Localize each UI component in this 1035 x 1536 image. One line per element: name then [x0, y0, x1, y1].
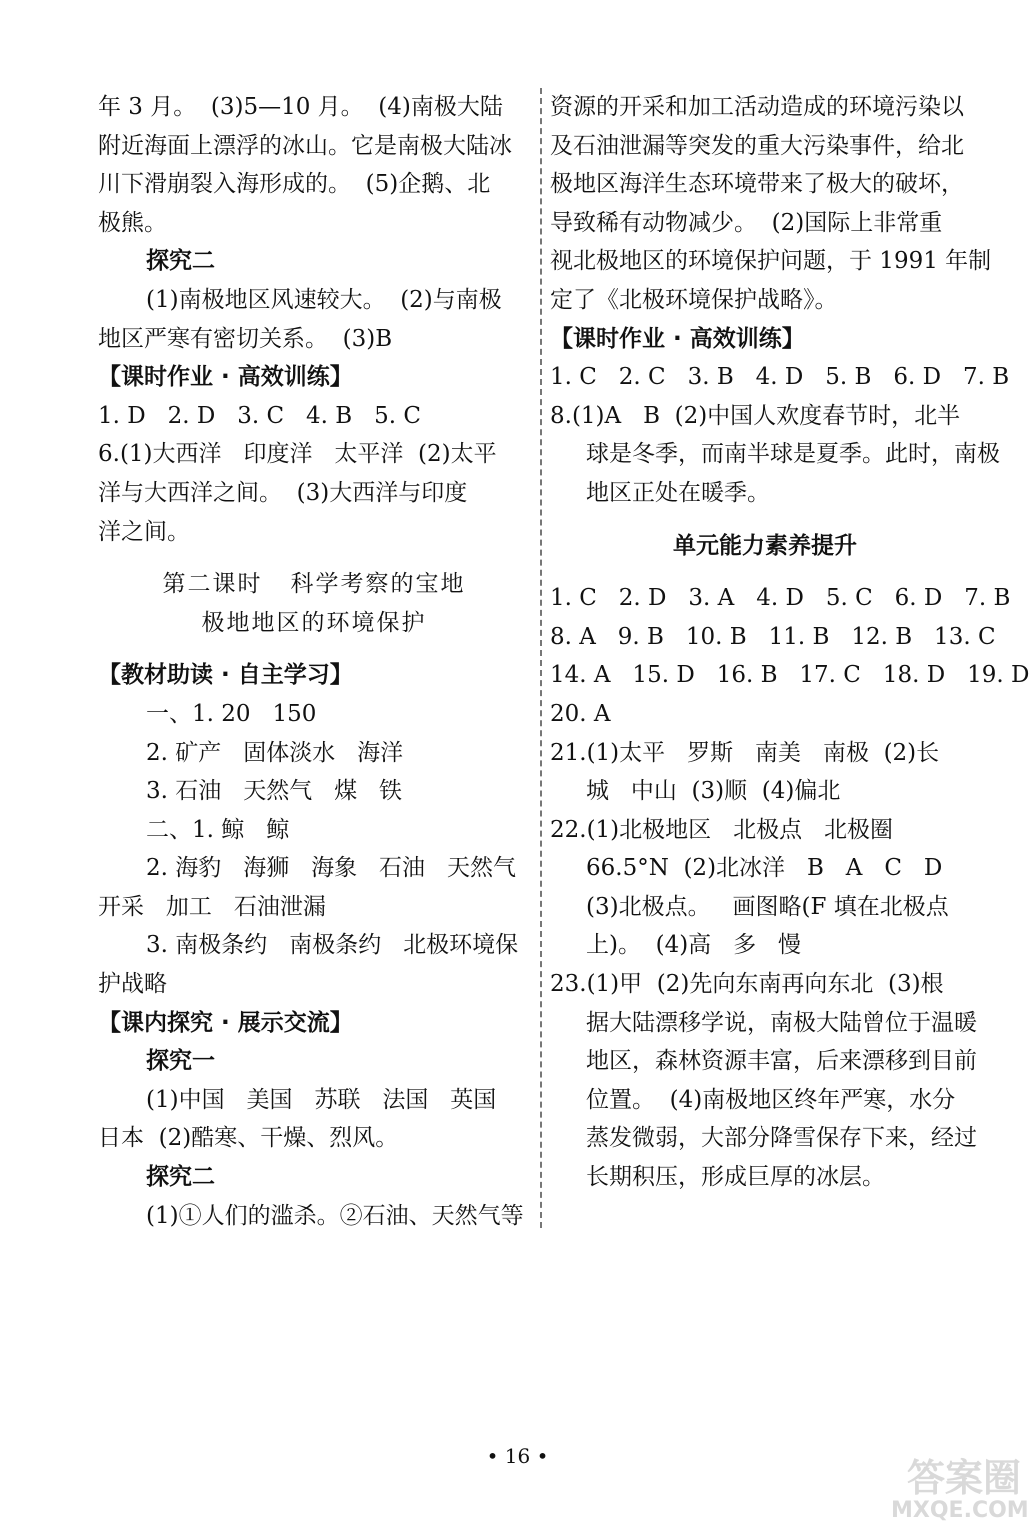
answer-line: 23.(1)甲 (2)先向东南再向东北 (3)根	[550, 971, 944, 998]
text-line: 极地区海洋生态环境带来了极大的破坏，	[550, 171, 964, 198]
answer-line: 一、1. 20 150	[146, 700, 317, 727]
section-heading-homework: 【课时作业 · 高效训练】	[550, 325, 805, 352]
left-column	[98, 88, 530, 1235]
text-line: 川下滑崩裂入海形成的。 (5)企鹅、北	[98, 171, 491, 198]
section-heading-textbook: 【教材助读 · 自主学习】	[98, 662, 353, 689]
watermark-url: MXQE.COM	[891, 1498, 1029, 1523]
text-line: 视北极地区的环境保护问题，于 1991 年制	[550, 248, 992, 275]
section-heading-homework: 【课时作业 · 高效训练】	[98, 364, 353, 391]
unit-heading: 单元能力素养提升	[673, 532, 857, 559]
section-heading-explore2: 探究二	[146, 248, 215, 275]
watermark-logo	[891, 1456, 1029, 1528]
answer-line: 开采 加工 石油泄漏	[98, 893, 326, 920]
answer-line: 20. A	[550, 700, 611, 727]
text-line: 及石油泄漏等突发的重大污染事件，给北	[550, 132, 964, 159]
text-line: (1)南极地区风速较大。 (2)与南极	[146, 286, 502, 313]
lesson-subtitle: 极地地区的环境保护	[201, 609, 427, 636]
answer-line: 8. A 9. B 10. B 11. B 12. B 13. C	[550, 623, 996, 650]
answer-line: 14. A 15. D 16. B 17. C 18. D 19. D	[550, 662, 1030, 689]
answer-line: 8.(1)A B (2)中国人欢度春节时，北半	[550, 402, 961, 429]
text-line: 定了《北极环境保护战略》。	[550, 286, 838, 313]
answer-line: 1. C 2. C 3. B 4. D 5. B 6. D 7. B	[550, 364, 1010, 391]
text-line: 极熊。	[98, 209, 167, 236]
column-divider	[540, 88, 542, 1228]
answer-line: (1)①人们的滥杀。②石油、天然气等	[146, 1202, 524, 1229]
answer-line: 21.(1)太平 罗斯 南美 南极 (2)长	[550, 739, 940, 766]
right-column	[550, 88, 1030, 1197]
answer-line: 2. 海豹 海狮 海象 石油 天然气	[146, 855, 516, 882]
answer-line: 1. C 2. D 3. A 4. D 5. C 6. D 7. B	[550, 585, 1011, 612]
text-line: 资源的开采和加工活动造成的环境污染以	[550, 94, 964, 120]
section-heading-explore2b: 探究二	[146, 1164, 215, 1191]
answer-line: 地区正处在暖季。	[586, 479, 770, 506]
answer-line: 2. 矿产 固体淡水 海洋	[146, 739, 404, 766]
section-heading-explore1: 探究一	[146, 1048, 215, 1075]
text-line: 导致稀有动物减少。 (2)国际上非常重	[550, 209, 943, 236]
answer-line: 3. 石油 天然气 煤 铁	[146, 778, 403, 805]
answer-line: 3. 南极条约 南极条约 北极环境保	[146, 932, 519, 959]
answer-line: 城 中山 (3)顺 (4)偏北	[586, 778, 841, 805]
answer-line: 护战略	[98, 971, 167, 998]
answer-line: 22.(1)北极地区 北极点 北极圈	[550, 816, 894, 843]
watermark-text: 答案圈	[906, 1456, 1021, 1500]
answer-line: 长期积压，形成巨厚的冰层。	[586, 1164, 885, 1191]
answer-line: 洋之间。	[98, 518, 190, 545]
answer-line: 6.(1)大西洋 印度洋 太平洋 (2)太平	[98, 441, 497, 468]
answer-line: 洋与大西洋之间。 (3)大西洋与印度	[98, 479, 468, 506]
section-heading-class: 【课内探究 · 展示交流】	[98, 1009, 353, 1036]
answer-line: (1)中国 美国 苏联 法国 英国	[146, 1086, 497, 1113]
answer-line: 二、1. 鲸 鲸	[146, 816, 290, 843]
text-line: 地区严寒有密切关系。 (3)B	[98, 325, 393, 352]
answer-line: 据大陆漂移学说，南极大陆曾位于温暖	[586, 1009, 977, 1036]
answer-line: 地区，森林资源丰富，后来漂移到目前	[586, 1048, 977, 1075]
text-line: 年 3 月。 (3)5—10 月。 (4)南极大陆	[98, 94, 503, 120]
answer-line: 1. D 2. D 3. C 4. B 5. C	[98, 402, 421, 429]
lesson-title: 第二课时 科学考察的宝地	[162, 571, 466, 598]
text-line: 附近海面上漂浮的冰山。它是南极大陆冰	[98, 132, 512, 159]
answer-line: 日本 (2)酷寒、干燥、烈风。	[98, 1125, 399, 1152]
answer-line: 球是冬季，而南半球是夏季。此时，南极	[586, 441, 1000, 468]
page-number: • 16 •	[486, 1444, 549, 1468]
answer-line: 上)。 (4)高 多 慢	[586, 932, 802, 959]
answer-line: (3)北极点。 画图略(F 填在北极点	[586, 893, 949, 920]
answer-line: 位置。 (4)南极地区终年严寒，水分	[586, 1086, 956, 1113]
answer-line: 蒸发微弱，大部分降雪保存下来，经过	[586, 1125, 977, 1152]
answer-line: 66.5°N (2)北冰洋 B A C D	[586, 855, 943, 882]
